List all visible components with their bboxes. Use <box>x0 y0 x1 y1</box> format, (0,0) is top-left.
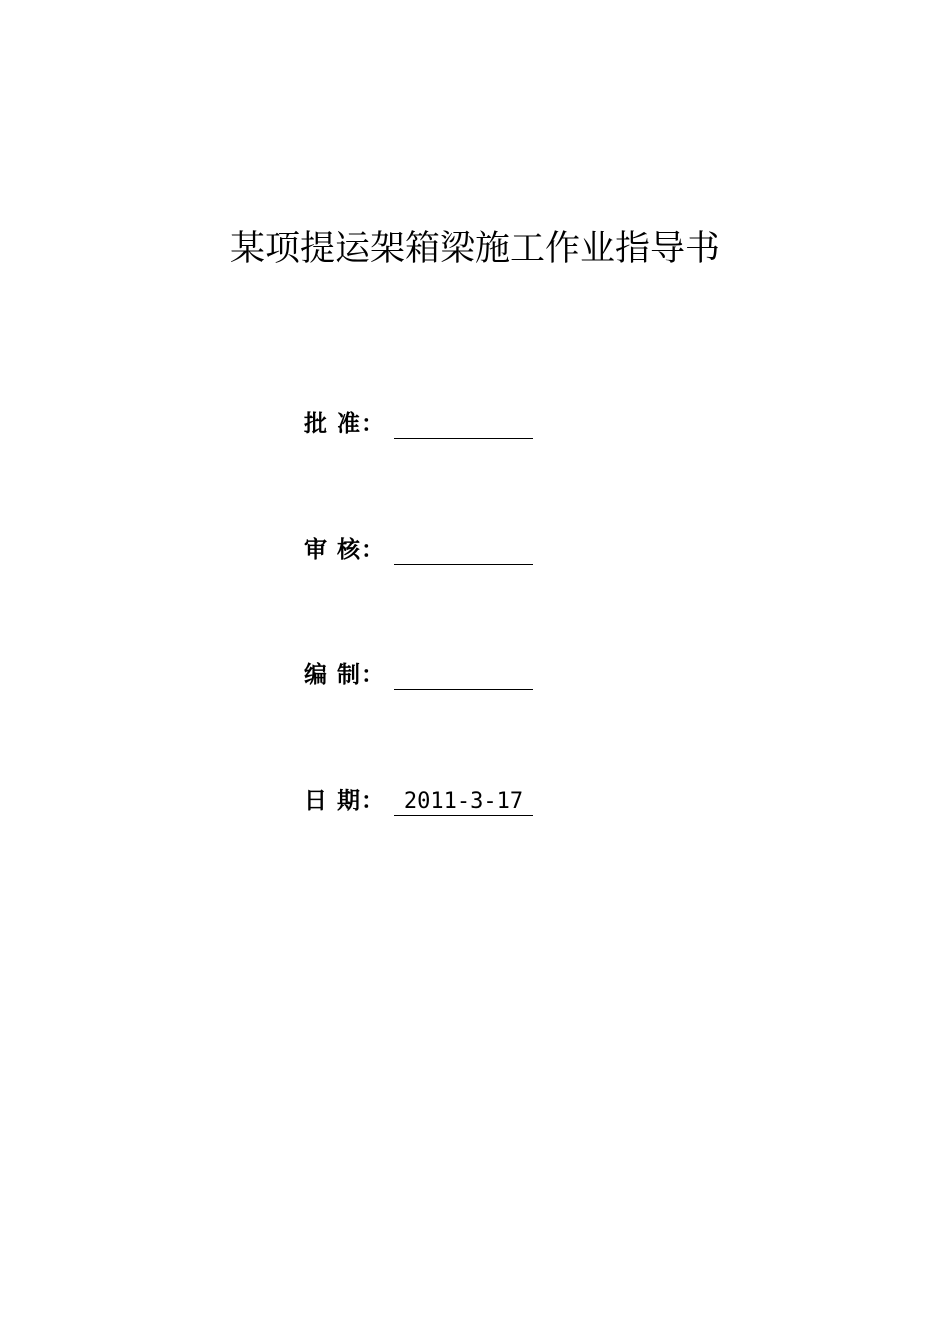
review-row <box>304 531 533 565</box>
approve-label: 批 准： <box>304 411 386 437</box>
date-row <box>304 782 533 816</box>
compile-field[interactable] <box>394 662 533 690</box>
compile-row <box>304 656 533 690</box>
review-field[interactable] <box>394 537 533 565</box>
compile-label: 编 制： <box>304 662 386 688</box>
document-title: 某项提运架箱梁施工作业指导书 <box>229 229 720 269</box>
review-label: 审 核： <box>304 537 386 563</box>
date-label: 日 期： <box>304 788 386 814</box>
date-field[interactable]: 2011-3-17 <box>394 788 533 816</box>
approve-row <box>304 405 533 439</box>
approve-field[interactable] <box>394 411 533 439</box>
